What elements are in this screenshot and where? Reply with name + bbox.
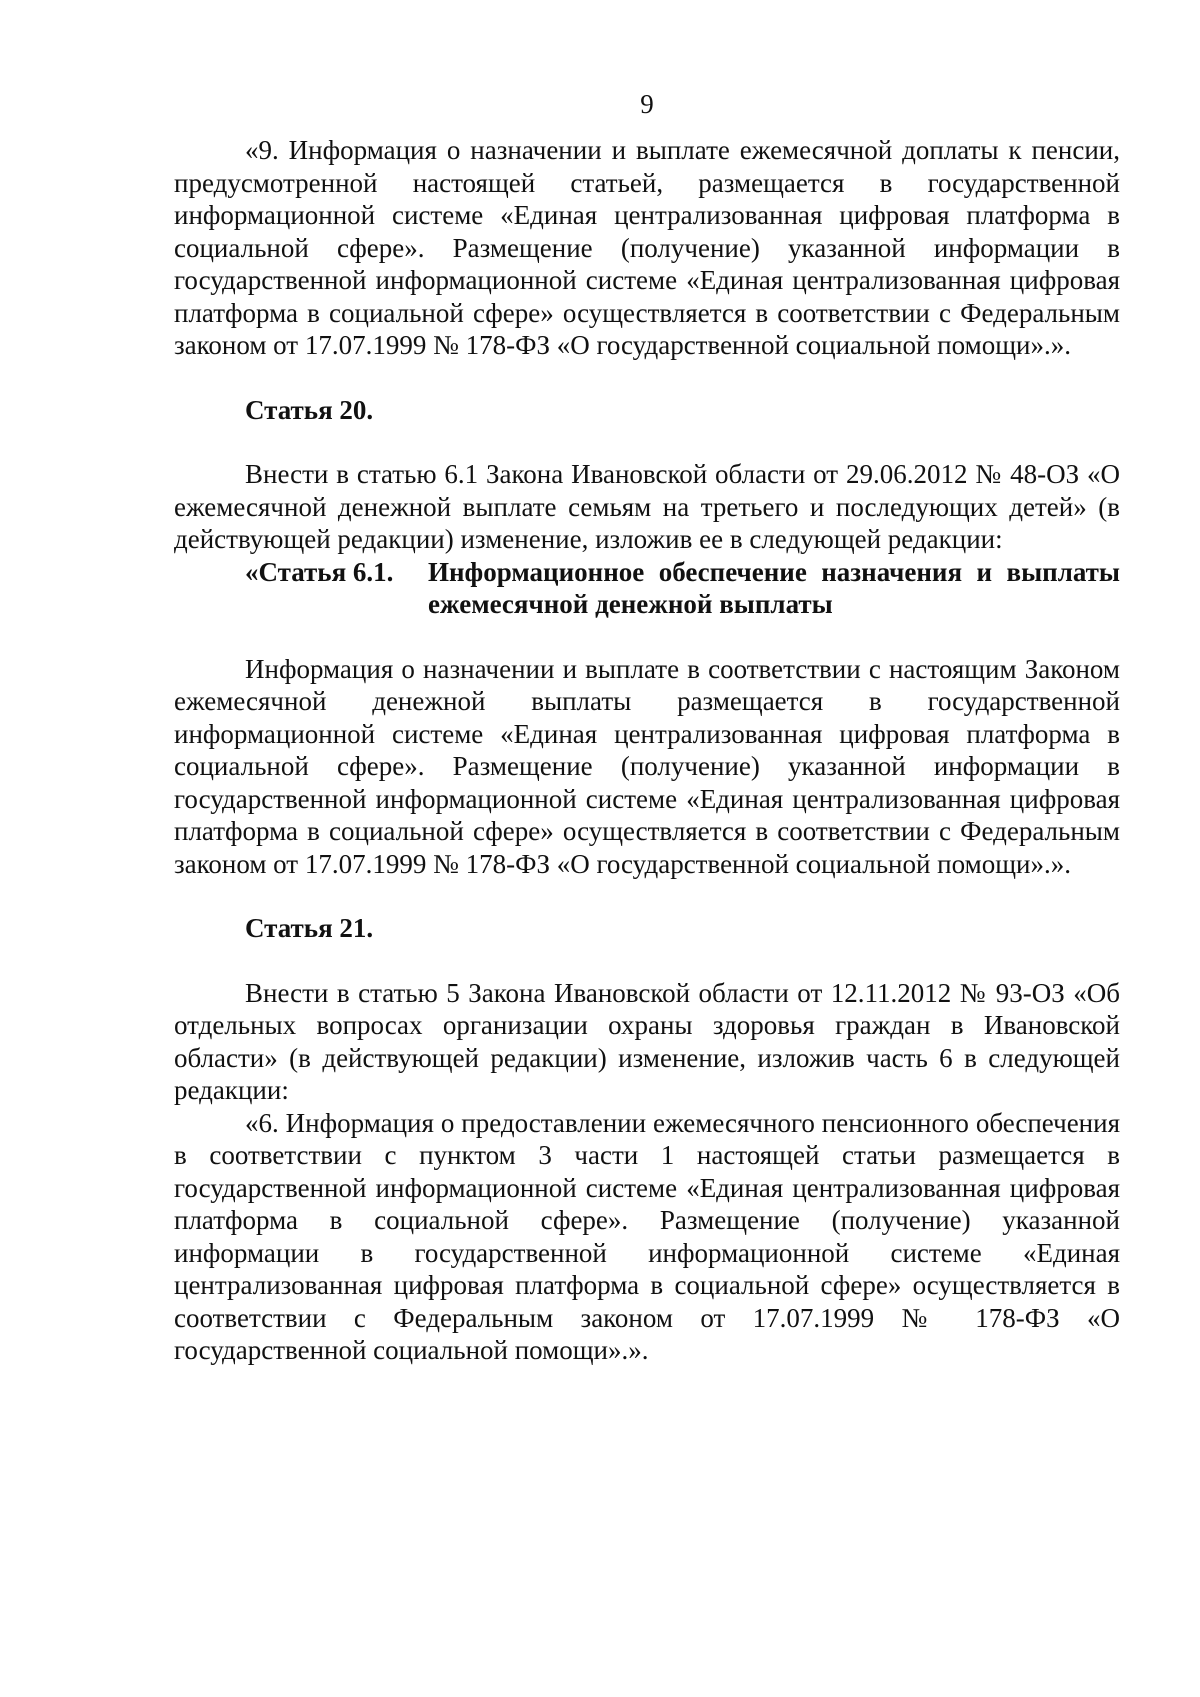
spacer — [174, 945, 1120, 977]
article-20-heading: Статья 20. — [245, 394, 374, 425]
spacer — [174, 426, 1120, 458]
spacer — [174, 362, 1120, 394]
article-21-intro: Внести в статью 5 Закона Ивановской области от 12.11.2012 № 93-ОЗ «Об отдельных вопросах организации охраны здоровья граждан в Ивановской области» (в действующей редакции) изменение, изложив часть 6 в следующей редакции: — [174, 977, 1120, 1105]
article-6-1-body: Информация о назначении и выплате в соответствии с настоящим Законом ежемесячной денежной выплаты размещается в государственной информационной системе «Единая централизованная цифровая платформа в социальной сфере». Размещение (получение) указанной информации в государственной информационной системе «Единая централизованная цифровая платформа в социальной сфере» осуществляется в соответствии с Федеральным законом от 17.07.1999 № 178-ФЗ «О государственной социальной помощи».». — [174, 653, 1120, 879]
article-6-1-number: «Статья 6.1. — [245, 556, 394, 587]
article-6-1-heading — [174, 556, 1120, 621]
article-21-heading: Статья 21. — [245, 913, 374, 943]
document-page — [174, 88, 1120, 1367]
article-20-intro: Внести в статью 6.1 Закона Ивановской области от 29.06.2012 № 48-ОЗ «О ежемесячной денежной выплате семьям на третьего и последующих детей» (в действующей редакции) изменение, изложив ее в следующей редакции: — [174, 459, 1120, 554]
article-6-1-title: Информационное обеспечение назначения и выплаты ежемесячной денежной выплаты — [428, 556, 1120, 619]
paragraph-amendment-9: «9. Информация о назначении и выплате ежемесячной доплаты к пенсии, предусмотренной настоящей статьей, размещается в государственной информационной системе «Единая централизованная цифровая платформа в социальной сфере». Размещение (получение) указанной информации в государственной информационной системе «Единая централизованная цифровая платформа в социальной сфере» осуществляется в соответствии с Федеральным законом от 17.07.1999 № 178-ФЗ «О государственной социальной помощи».». — [174, 135, 1120, 360]
article-21-part-6: «6. Информация о предоставлении ежемесячного пенсионного обеспечения в соответствии с пунктом 3 части 1 настоящей статьи размещается в государственной информационной системе «Единая централизованная цифровая платформа в социальной сфере». Размещение (получение) указанной информации в государственной информационной системе «Единая централизованная цифровая платформа в социальной сфере» осуществляется в соответствии с Федеральным законом от 17.07.1999 № 178-ФЗ «О государственной социальной помощи».». — [174, 1107, 1120, 1365]
page-number: 9 — [640, 89, 654, 119]
spacer — [174, 880, 1120, 912]
spacer — [174, 621, 1120, 653]
